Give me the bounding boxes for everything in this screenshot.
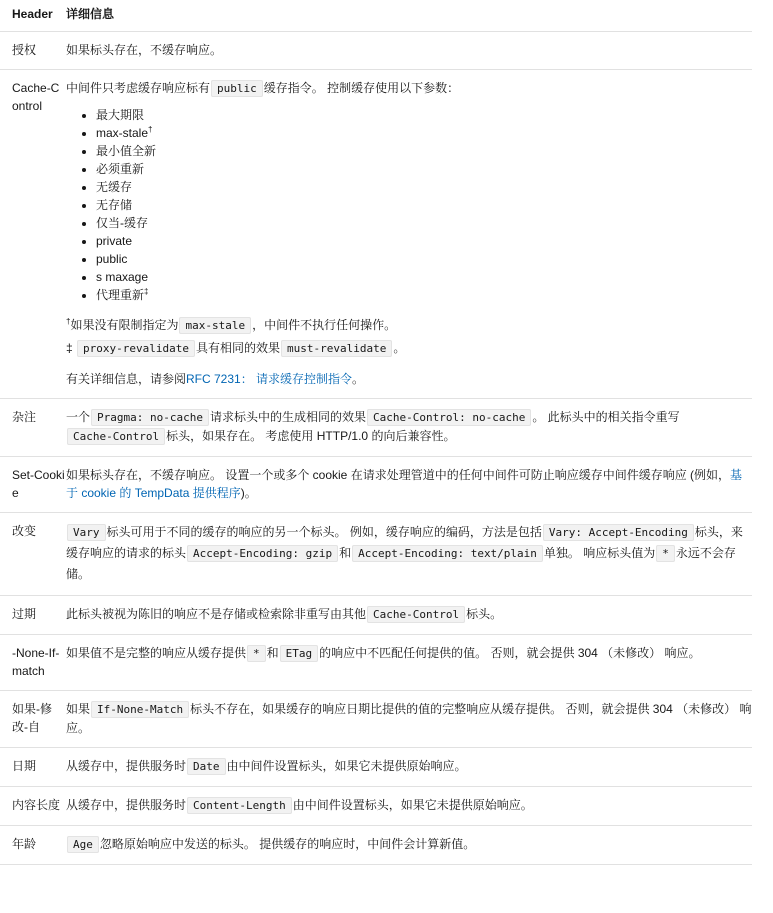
table-row <box>0 635 752 691</box>
list-item: • 无存储 <box>96 196 752 214</box>
more-info: 有关详细信息，请参阅RFC 7231： 请求缓存控制指令。 <box>66 372 365 386</box>
header-name: Cache-Control <box>0 70 66 399</box>
inline-code: Date <box>187 758 226 775</box>
dagger-mark: † <box>148 125 153 134</box>
footnote-dagger: †如果没有限制指定为 max-stale ，中间件不执行任何操作。 <box>66 317 397 332</box>
inline-code: * <box>247 645 266 662</box>
inline-code: max-stale <box>179 317 251 334</box>
inline-code: Cache-Control <box>367 606 465 623</box>
list-item: • 最大期限 <box>96 106 752 124</box>
inline-code: If-None-Match <box>91 701 189 718</box>
header-name: 改变 <box>0 513 66 596</box>
inline-code: * <box>656 545 675 562</box>
table-row <box>0 826 752 865</box>
cache-control-parameter-list <box>66 106 752 304</box>
list-item: • 最小值全新 <box>96 142 752 160</box>
table-row <box>0 32 752 70</box>
header-name: 年龄 <box>0 826 66 865</box>
header-description: 如果值不是完整的响应从缓存提供 * 和 ETag 的响应中不匹配任何提供的值。 否则，就会提供 304 （未修改） 响应。 <box>66 635 752 691</box>
header-description: 如果 If-None-Match 标头不存在，如果缓存的响应日期比提供的值的完整响应从缓存提供。 否则，就会提供 304 （未修改） 响应。 <box>66 691 752 748</box>
inline-code: Accept-Encoding: gzip <box>187 545 338 562</box>
header-description <box>66 70 752 399</box>
header-name: -None-If-match <box>0 635 66 691</box>
tempdata-provider-link[interactable]: 基于 cookie 的 TempData 提供程序 <box>66 468 743 500</box>
header-name: Set-Cookie <box>0 457 66 513</box>
header-name: 授权 <box>0 32 66 70</box>
table-row <box>0 691 752 748</box>
inline-code: Vary: Accept-Encoding <box>543 524 694 541</box>
list-item: • 代理重新‡ <box>96 286 752 304</box>
inline-code: ETag <box>280 645 319 662</box>
header-description: 从缓存中，提供服务时 Content-Length 由中间件设置标头，如果它未提供原始响应。 <box>66 787 752 826</box>
column-header-details: 详细信息 <box>66 0 752 32</box>
inline-code: Cache-Control: no-cache <box>367 409 531 426</box>
list-item: • public <box>96 250 752 268</box>
inline-code: Content-Length <box>187 797 292 814</box>
table-row <box>0 399 752 457</box>
table-row <box>0 596 752 635</box>
header-name: 杂注 <box>0 399 66 457</box>
table-header-row <box>0 0 752 32</box>
header-name: 如果-修改-自 <box>0 691 66 748</box>
list-item: • 仅当-缓存 <box>96 214 752 232</box>
inline-code: proxy-revalidate <box>77 340 195 357</box>
rfc-7231-link[interactable]: RFC 7231： 请求缓存控制指令 <box>186 372 353 386</box>
list-item: • 必须重新 <box>96 160 752 178</box>
inline-code: Vary <box>67 524 106 541</box>
header-description: 一个 Pragma: no-cache 请求标头中的生成相同的效果 Cache-Control: no-cache 。 此标头中的相关指令重写 Cache-Control 标头，如果存在。 考虑使用 HTTP/1.0 的向后兼容性。 <box>66 399 752 457</box>
inline-code: Pragma: no-cache <box>91 409 209 426</box>
table-row <box>0 748 752 787</box>
header-description: 如果标头存在，不缓存响应。 设置一个或多个 cookie 在请求处理管道中的任何中间件可防止响应缓存中间件缓存响应 (例如，基于 cookie 的 TempData 提供程序)。 <box>66 457 752 513</box>
inline-code: must-revalidate <box>281 340 392 357</box>
header-description: 如果标头存在，不缓存响应。 <box>66 32 752 70</box>
header-name: 过期 <box>0 596 66 635</box>
header-description: Age 忽略原始响应中发送的标头。 提供缓存的响应时，中间件会计算新值。 <box>66 826 752 865</box>
footnote-double-dagger: ‡ proxy-revalidate 具有相同的效果 must-revalidate 。 <box>66 341 406 355</box>
list-item: • s maxage <box>96 268 752 286</box>
inline-code: Age <box>67 836 99 853</box>
header-name: 日期 <box>0 748 66 787</box>
table-row <box>0 70 752 399</box>
double-dagger-mark: ‡ <box>144 287 149 296</box>
table-row <box>0 457 752 513</box>
table-row <box>0 787 752 826</box>
list-item: • max-stale† <box>96 124 752 142</box>
header-description: Vary 标头可用于不同的缓存的响应的另一个标头。 例如，缓存响应的编码，方法是包括 Vary: Accept-Encoding 标头，来缓存响应的请求的标头 Accept-Encoding: gzip 和 Accept-Encoding: text/plain 单独。 响应标头值为 * 永远不会存储。 <box>66 513 752 596</box>
header-description: 从缓存中，提供服务时 Date 由中间件设置标头，如果它未提供原始响应。 <box>66 748 752 787</box>
table-row <box>0 513 752 596</box>
list-item: • 无缓存 <box>96 178 752 196</box>
list-item: • private <box>96 232 752 250</box>
header-name: 内容长度 <box>0 787 66 826</box>
inline-code: Accept-Encoding: text/plain <box>352 545 543 562</box>
inline-code: public <box>211 80 263 97</box>
inline-code: Cache-Control <box>67 428 165 445</box>
column-header-header: Header <box>0 0 66 32</box>
header-description: 此标头被视为陈旧的响应不是存储或检索除非重写由其他 Cache-Control 标头。 <box>66 596 752 635</box>
cache-control-intro: 中间件只考虑缓存响应标有 public 缓存指令。 控制缓存使用以下参数： <box>66 81 460 95</box>
